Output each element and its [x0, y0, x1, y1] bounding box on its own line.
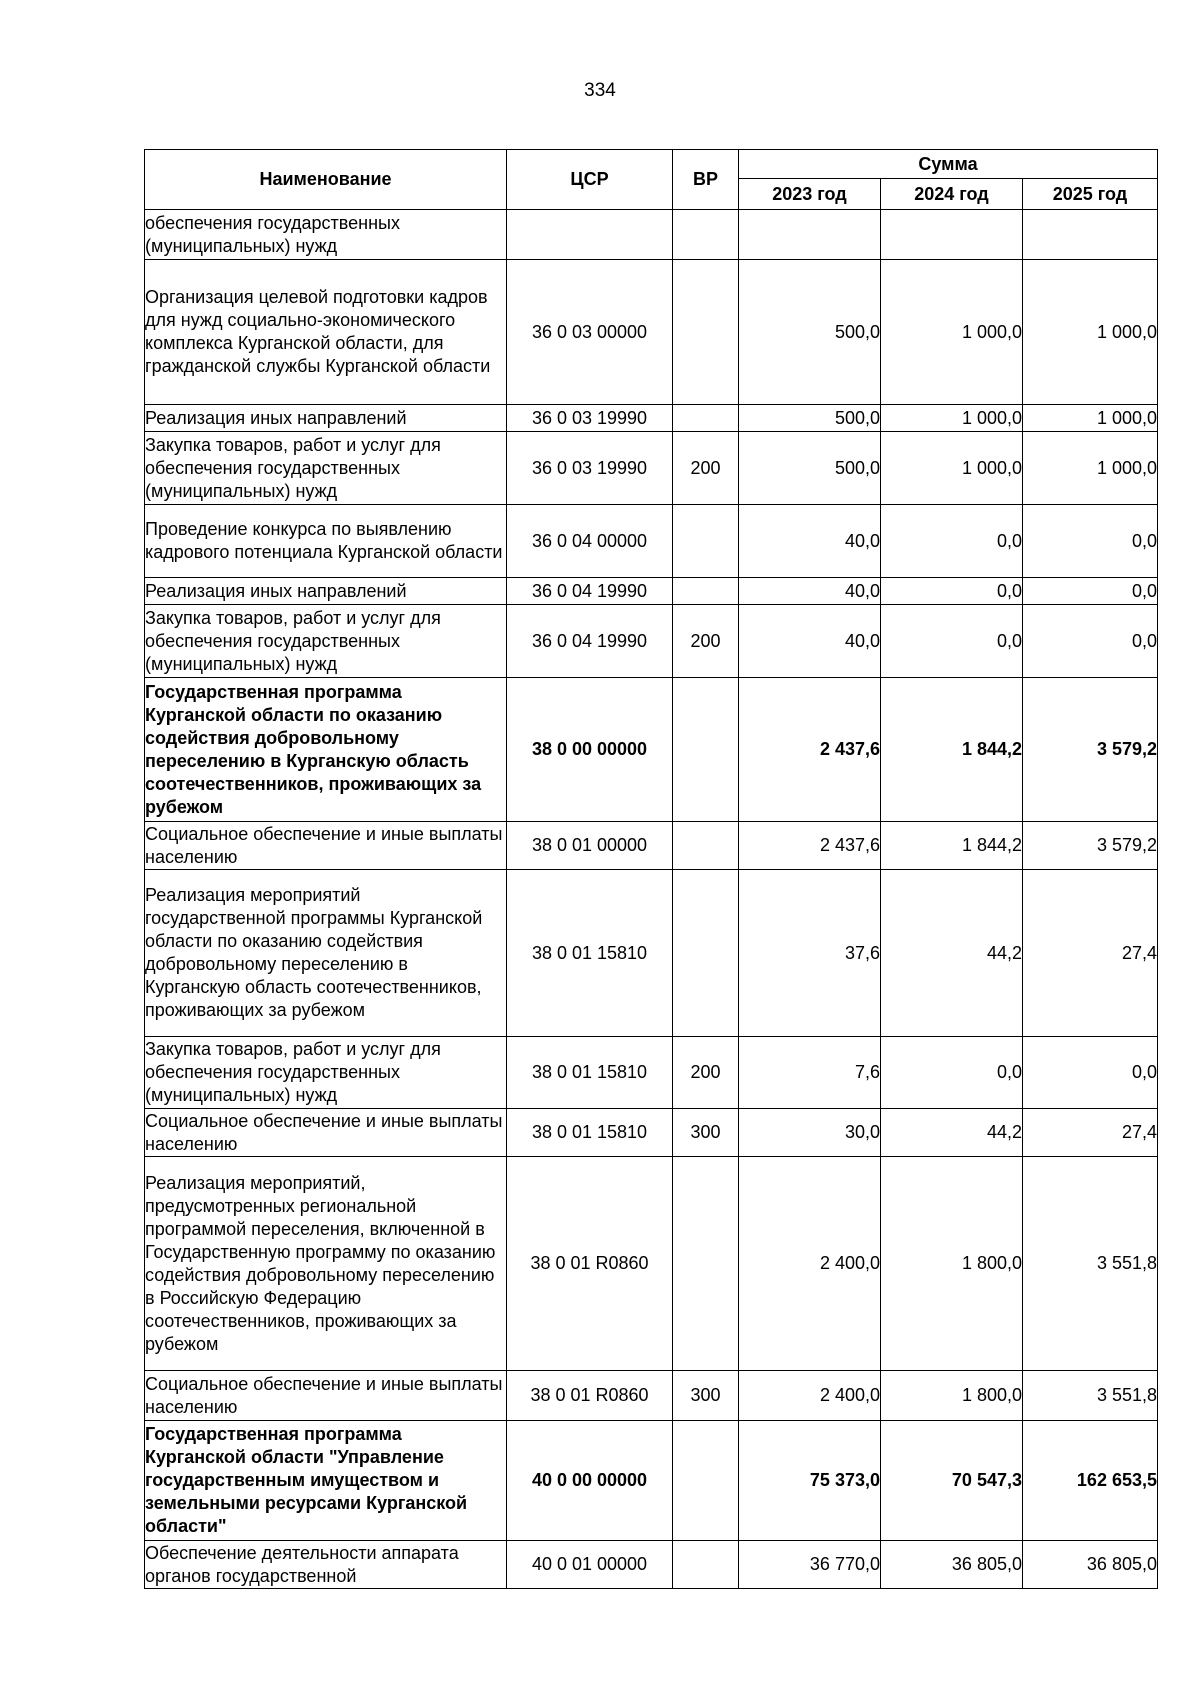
table-row: [145, 605, 1158, 678]
row-2025: 0,0: [1023, 1037, 1158, 1109]
row-csr: 38 0 01 15810: [507, 1037, 673, 1109]
row-2025: 3 579,2: [1023, 678, 1158, 822]
row-2023: 40,0: [739, 505, 881, 578]
row-vr: [673, 1157, 739, 1371]
row-2023: 36 770,0: [739, 1541, 881, 1589]
row-2025: 3 551,8: [1023, 1371, 1158, 1421]
row-csr: 40 0 01 00000: [507, 1541, 673, 1589]
table-row: [145, 1541, 1158, 1589]
table-row: [145, 1037, 1158, 1109]
row-name: Проведение конкурса по выявлению кадрового потенциала Курганской области: [145, 505, 507, 578]
row-2024: [881, 210, 1023, 260]
table-row: [145, 870, 1158, 1037]
header-csr: ЦСР: [507, 150, 673, 210]
row-2024: 36 805,0: [881, 1541, 1023, 1589]
row-name: Закупка товаров, работ и услуг для обеспечения государственных (муниципальных) нужд: [145, 432, 507, 505]
row-name: Реализация мероприятий государственной программы Курганской области по оказанию содействия добровольному переселению в Курганскую область соотечественников, проживающих за рубежом: [145, 870, 507, 1037]
row-2023: 40,0: [739, 605, 881, 678]
row-2023: 30,0: [739, 1109, 881, 1157]
row-name: Социальное обеспечение и иные выплаты населению: [145, 822, 507, 870]
row-2024: 0,0: [881, 605, 1023, 678]
row-2023: [739, 210, 881, 260]
row-vr: 300: [673, 1109, 739, 1157]
row-vr: [673, 210, 739, 260]
header-year-2023: 2023 год: [739, 179, 881, 210]
row-2025: 0,0: [1023, 605, 1158, 678]
row-2023: 7,6: [739, 1037, 881, 1109]
row-csr: 36 0 04 19990: [507, 578, 673, 605]
row-2023: 2 437,6: [739, 822, 881, 870]
header-year-2024: 2024 год: [881, 179, 1023, 210]
row-csr: [507, 210, 673, 260]
row-2025: 3 579,2: [1023, 822, 1158, 870]
row-2025: 162 653,5: [1023, 1421, 1158, 1541]
row-2025: [1023, 210, 1158, 260]
header-sum: Сумма: [739, 150, 1158, 179]
table-row: [145, 1157, 1158, 1371]
row-name: Социальное обеспечение и иные выплаты населению: [145, 1371, 507, 1421]
row-csr: 36 0 03 19990: [507, 432, 673, 505]
row-2025: 0,0: [1023, 578, 1158, 605]
row-2024: 70 547,3: [881, 1421, 1023, 1541]
row-2023: 2 400,0: [739, 1157, 881, 1371]
table-row: [145, 1109, 1158, 1157]
row-2024: 1 000,0: [881, 260, 1023, 405]
row-vr: 200: [673, 605, 739, 678]
row-csr: 38 0 01 R0860: [507, 1157, 673, 1371]
table-row: [145, 1371, 1158, 1421]
row-csr: 38 0 01 15810: [507, 1109, 673, 1157]
row-name: Государственная программа Курганской области "Управление государственным имуществом и земельными ресурсами Курганской области": [145, 1421, 507, 1541]
row-2023: 500,0: [739, 405, 881, 432]
row-vr: [673, 822, 739, 870]
row-vr: [673, 870, 739, 1037]
row-2024: 0,0: [881, 505, 1023, 578]
table-row: [145, 578, 1158, 605]
row-2023: 2 400,0: [739, 1371, 881, 1421]
row-2024: 0,0: [881, 578, 1023, 605]
row-2025: 1 000,0: [1023, 432, 1158, 505]
row-vr: [673, 578, 739, 605]
row-vr: 300: [673, 1371, 739, 1421]
row-2023: 40,0: [739, 578, 881, 605]
row-2025: 1 000,0: [1023, 260, 1158, 405]
row-2024: 1 000,0: [881, 432, 1023, 505]
row-2025: 0,0: [1023, 505, 1158, 578]
row-vr: [673, 1541, 739, 1589]
row-2024: 1 844,2: [881, 678, 1023, 822]
row-2024: 44,2: [881, 1109, 1023, 1157]
row-name: Социальное обеспечение и иные выплаты населению: [145, 1109, 507, 1157]
table-row: [145, 678, 1158, 822]
row-2024: 1 000,0: [881, 405, 1023, 432]
row-csr: 38 0 01 00000: [507, 822, 673, 870]
row-2024: 1 800,0: [881, 1157, 1023, 1371]
header-year-2025: 2025 год: [1023, 179, 1158, 210]
row-name: Закупка товаров, работ и услуг для обеспечения государственных (муниципальных) нужд: [145, 605, 507, 678]
row-csr: 38 0 01 15810: [507, 870, 673, 1037]
row-2023: 75 373,0: [739, 1421, 881, 1541]
table-row: [145, 505, 1158, 578]
row-name: Организация целевой подготовки кадров для нужд социально-экономического комплекса Курганской области, для гражданской службы Курганской области: [145, 260, 507, 405]
row-vr: [673, 1421, 739, 1541]
row-2023: 500,0: [739, 260, 881, 405]
row-vr: 200: [673, 432, 739, 505]
row-name: обеспечения государственных (муниципальных) нужд: [145, 210, 507, 260]
row-vr: [673, 678, 739, 822]
row-2024: 1 844,2: [881, 822, 1023, 870]
row-csr: 36 0 04 19990: [507, 605, 673, 678]
row-2025: 3 551,8: [1023, 1157, 1158, 1371]
row-2025: 27,4: [1023, 1109, 1158, 1157]
row-2023: 2 437,6: [739, 678, 881, 822]
row-csr: 36 0 03 19990: [507, 405, 673, 432]
row-2025: 1 000,0: [1023, 405, 1158, 432]
row-2024: 1 800,0: [881, 1371, 1023, 1421]
table-row: [145, 260, 1158, 405]
table-row: [145, 822, 1158, 870]
table-row: [145, 210, 1158, 260]
page-number: 334: [584, 80, 616, 101]
row-2024: 0,0: [881, 1037, 1023, 1109]
row-csr: 36 0 03 00000: [507, 260, 673, 405]
row-name: Реализация иных направлений: [145, 578, 507, 605]
header-name: Наименование: [145, 150, 507, 210]
row-vr: [673, 505, 739, 578]
row-2025: 36 805,0: [1023, 1541, 1158, 1589]
row-csr: 38 0 00 00000: [507, 678, 673, 822]
row-vr: 200: [673, 1037, 739, 1109]
table-row: [145, 1421, 1158, 1541]
row-2025: 27,4: [1023, 870, 1158, 1037]
row-vr: [673, 405, 739, 432]
row-name: Обеспечение деятельности аппарата органов государственной: [145, 1541, 507, 1589]
row-2023: 37,6: [739, 870, 881, 1037]
budget-table: [144, 149, 1158, 1589]
table-row: [145, 405, 1158, 432]
table-row: [145, 432, 1158, 505]
row-csr: 40 0 00 00000: [507, 1421, 673, 1541]
row-name: Государственная программа Курганской области по оказанию содействия добровольному переселению в Курганскую область соотечественников, проживающих за рубежом: [145, 678, 507, 822]
row-vr: [673, 260, 739, 405]
row-csr: 36 0 04 00000: [507, 505, 673, 578]
row-name: Реализация мероприятий, предусмотренных региональной программой переселения, включенной в Государственную программу по оказанию содействия добровольному переселению в Российскую Федерацию соотечественников, проживающих за рубежом: [145, 1157, 507, 1371]
row-2023: 500,0: [739, 432, 881, 505]
row-name: Реализация иных направлений: [145, 405, 507, 432]
row-csr: 38 0 01 R0860: [507, 1371, 673, 1421]
row-2024: 44,2: [881, 870, 1023, 1037]
row-name: Закупка товаров, работ и услуг для обеспечения государственных (муниципальных) нужд: [145, 1037, 507, 1109]
header-vr: ВР: [673, 150, 739, 210]
